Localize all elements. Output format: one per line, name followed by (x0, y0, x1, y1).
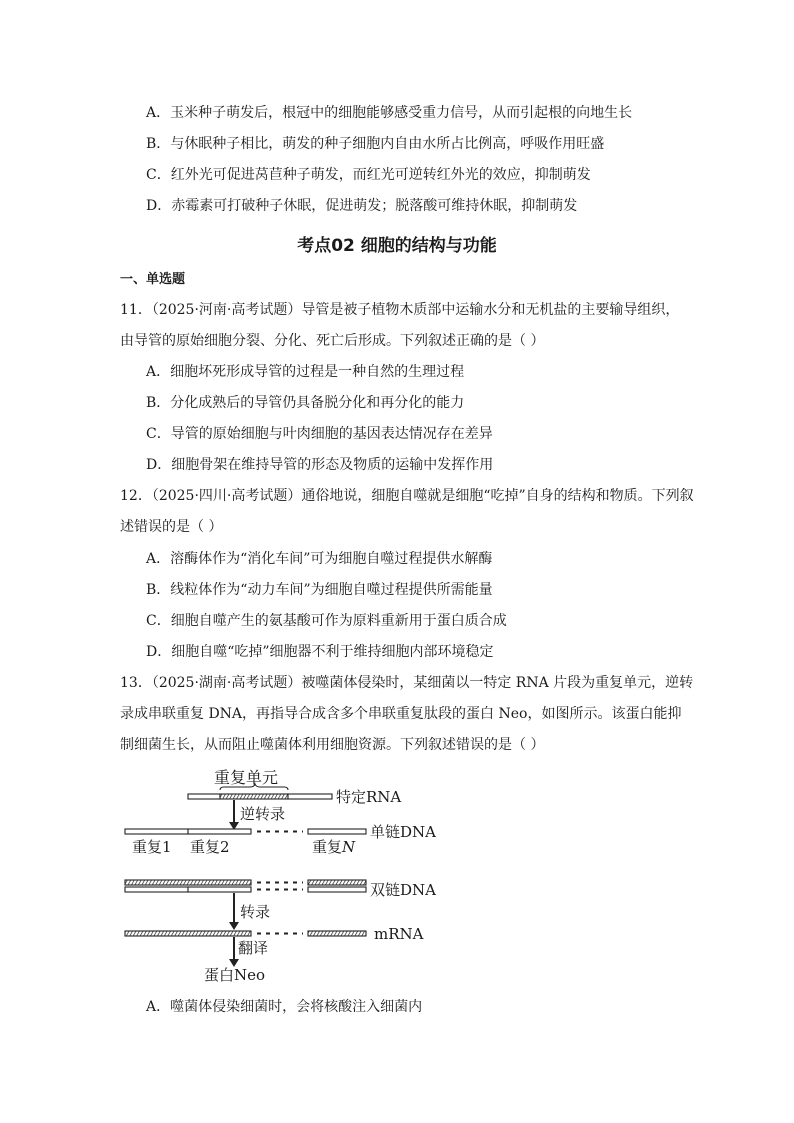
mrna-strand (125, 931, 366, 936)
q11-option-a: A．细胞坏死形成导管的过程是一种自然的生理过程 (146, 364, 465, 380)
q11-stem-line1: 11．（2025·河南·高考试题）导管是被子植物木质部中运输水分和无机盐的主要输导组织， (120, 302, 680, 318)
prev-option-d: D．赤霉素可打破种子休眠，促进萌发；脱落酸可维持休眠，抑制萌发 (146, 198, 578, 214)
repeatN-label: 重复N (312, 838, 356, 856)
section-title: 考点02 细胞的结构与功能 (297, 236, 497, 256)
arrow-head-2 (229, 922, 239, 930)
q12-stem-line1: 12．（2025·四川·高考试题）通俗地说，细胞自噬就是细胞“吃掉”自身的结构和物质。下列叙 (120, 488, 694, 504)
q11-option-c: C．导管的原始细胞与叶肉细胞的基因表达情况存在差异 (146, 426, 493, 442)
q12-option-d: D．细胞自噬“吃掉”细胞器不利于维持细胞内部环境稳定 (146, 644, 494, 660)
repeat2-label: 重复2 (190, 838, 230, 856)
protein-neo-label: 蛋白Neo (204, 966, 266, 984)
translation-label: 翻译 (238, 939, 269, 957)
specific-rna-label: 特定RNA (336, 788, 402, 806)
dsdna-strand (125, 880, 366, 892)
q13-option-a: A．噬菌体侵染细菌时，会将核酸注入细菌内 (146, 999, 423, 1015)
prev-option-c: C．红外光可促进莴苣种子萌发，而红光可逆转红外光的效应，抑制萌发 (146, 167, 591, 183)
transcription-label: 转录 (240, 903, 271, 921)
ssdna-strand (125, 829, 366, 834)
dsdna-label: 双链DNA (370, 881, 436, 899)
reverse-transcription-label: 逆转录 (240, 805, 286, 823)
q11-option-b: B．分化成熟后的导管仍具备脱分化和再分化的能力 (146, 395, 465, 411)
prev-option-a: A．玉米种子萌发后，根冠中的细胞能够感受重力信号，从而引起根的向地生长 (146, 105, 633, 121)
specific-rna-strand (188, 794, 332, 799)
prev-option-b: B．与休眠种子相比，萌发的种子细胞内自由水所占比例高，呼吸作用旺盛 (146, 136, 605, 152)
q12-option-c: C．细胞自噬产生的氨基酸可作为原料重新用于蛋白质合成 (146, 613, 507, 629)
q13-stem-line3: 制细菌生长，从而阻止噬菌体利用细胞资源。下列叙述错误的是（ ） (120, 737, 545, 753)
q11-option-d: D．细胞骨架在维持导管的形态及物质的运输中发挥作用 (146, 457, 494, 473)
q12-option-b: B．线粒体作为“动力车间”为细胞自噬过程提供所需能量 (146, 582, 493, 598)
q13-stem-line2: 录成串联重复 DNA，再指导合成含多个串联重复肽段的蛋白 Neo，如图所示。该蛋白能抑 (120, 706, 682, 722)
subsection-heading: 一、单选题 (120, 272, 186, 287)
q13-stem-line1: 13．（2025·湖南·高考试题）被噬菌体侵染时，某细菌以一特定 RNA 片段为重复单元，逆转 (120, 675, 694, 691)
q11-stem-line2: 由导管的原始细胞分裂、分化、死亡后形成。下列叙述正确的是（ ） (120, 333, 545, 349)
q12-option-a: A．溶酶体作为“消化车间”可为细胞自噬过程提供水解酶 (146, 551, 493, 567)
mrna-label: mRNA (374, 925, 424, 943)
q12-stem-line2: 述错误的是（ ） (120, 519, 223, 535)
repeat1-label: 重复1 (132, 838, 172, 856)
ssdna-label: 单链DNA (370, 823, 436, 841)
repeat-unit-label: 重复单元 (214, 768, 279, 787)
reverse-transcription-diagram (120, 766, 460, 988)
